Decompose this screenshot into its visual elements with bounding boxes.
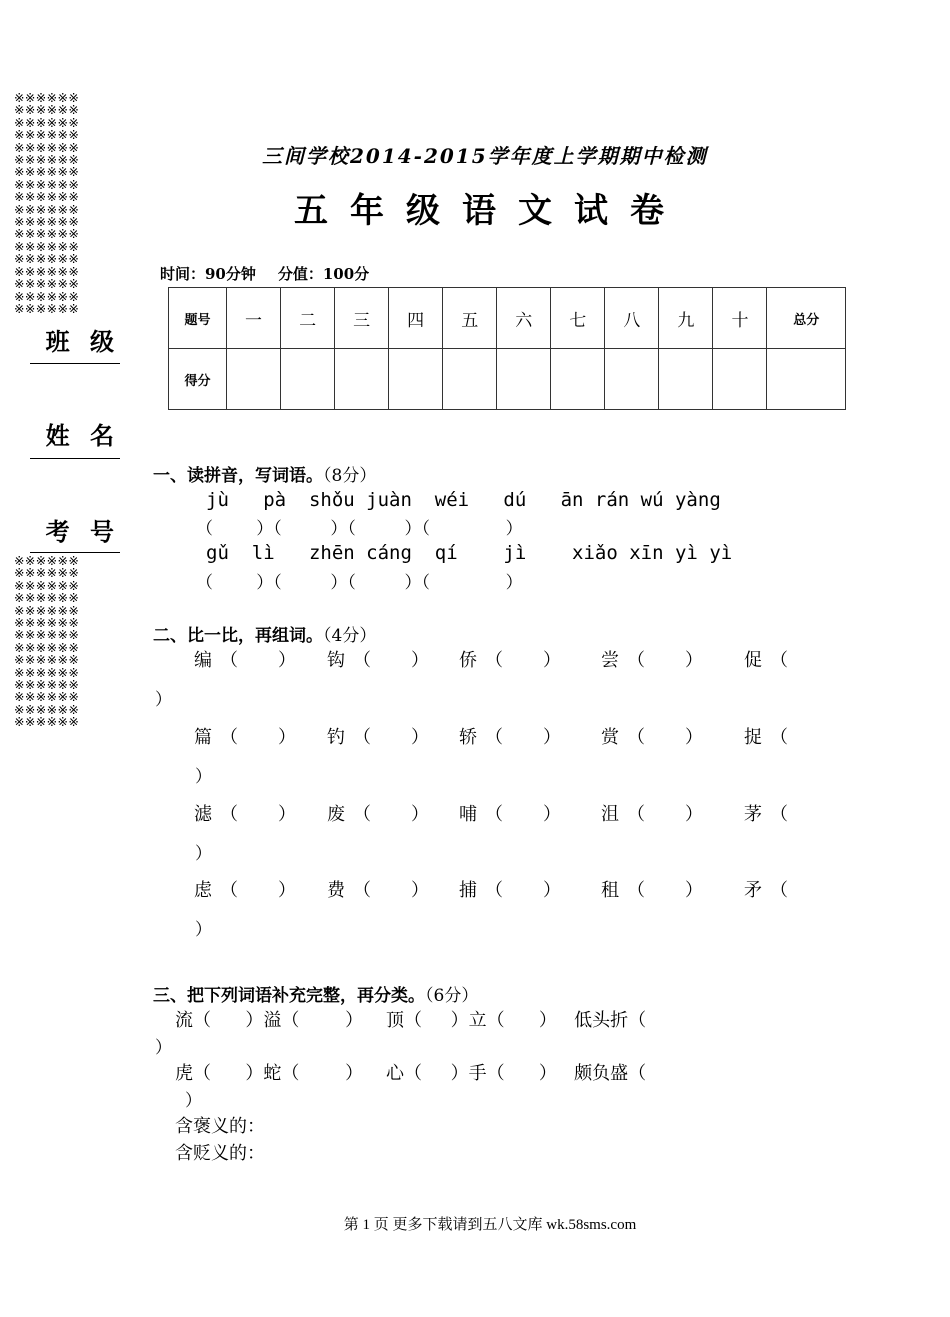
wrapped-close-paren: ） — [195, 920, 212, 940]
class-field-line[interactable] — [30, 363, 120, 364]
table-cell: 五 — [443, 288, 497, 349]
answer-paren[interactable]: （ — [770, 880, 788, 901]
score-entry-cell[interactable] — [713, 349, 767, 410]
compare-item[interactable] — [459, 876, 561, 902]
section-3-heading — [153, 981, 478, 1006]
answer-paren[interactable]: （ — [770, 727, 788, 748]
pinyin-row-2: gǔ lì zhēn cáng qí jì xiǎo xīn yì yì — [206, 542, 733, 564]
answer-paren[interactable]: （ ） — [627, 727, 704, 748]
score-entry-cell[interactable] — [551, 349, 605, 410]
compare-char: 虑 — [194, 880, 212, 901]
answer-paren[interactable]: （ ） — [220, 650, 297, 671]
compare-item[interactable] — [744, 876, 788, 902]
wrapped-close-paren: ） — [155, 690, 172, 710]
compare-item[interactable] — [194, 800, 296, 826]
compare-char: 钓 — [327, 727, 345, 748]
answer-paren[interactable]: （ ） — [627, 880, 704, 901]
compare-char: 废 — [327, 804, 345, 825]
score-table-score-row — [169, 349, 846, 410]
name-label: 姓 名 — [45, 422, 120, 450]
compare-char: 茅 — [744, 804, 762, 825]
page-footer: 第 1 页 更多下载请到五八文库 wk.58sms.com — [343, 1217, 637, 1233]
compare-item[interactable] — [327, 646, 429, 672]
compare-item[interactable] — [459, 723, 561, 749]
table-cell: 十 — [713, 288, 767, 349]
answer-paren[interactable]: （ ） — [353, 650, 430, 671]
score-entry-cell[interactable] — [389, 349, 443, 410]
wrapped-close-paren: ） — [195, 767, 212, 787]
score-entry-cell[interactable] — [335, 349, 389, 410]
compare-item[interactable] — [601, 876, 703, 902]
answer-paren[interactable]: （ — [770, 804, 788, 825]
score-table-header-row — [169, 288, 846, 349]
compare-item[interactable] — [194, 876, 296, 902]
compare-char: 钩 — [327, 650, 345, 671]
exam-number-field-line[interactable] — [30, 552, 120, 553]
idiom-line-2-tail: ） — [185, 1091, 202, 1111]
table-cell: 一 — [227, 288, 281, 349]
answer-parens-row-2[interactable]: （ ）（ ）（ ）（ ） — [196, 573, 523, 593]
table-cell: 九 — [659, 288, 713, 349]
section-2-heading — [153, 621, 376, 646]
compare-char: 编 — [194, 650, 212, 671]
score-table — [168, 287, 846, 410]
compare-item[interactable] — [744, 646, 788, 672]
answer-paren[interactable]: （ ） — [485, 880, 562, 901]
table-cell: 四 — [389, 288, 443, 349]
answer-paren[interactable]: （ ） — [220, 880, 297, 901]
answer-parens-row-1[interactable]: （ ）（ ）（ ）（ ） — [196, 519, 523, 539]
table-cell: 七 — [551, 288, 605, 349]
compare-item[interactable] — [327, 876, 429, 902]
compare-char: 矛 — [744, 880, 762, 901]
compare-item[interactable] — [327, 800, 429, 826]
section-1-points: （8分） — [323, 466, 377, 486]
exam-number-label: 考 号 — [45, 518, 120, 546]
compare-char: 轿 — [459, 727, 477, 748]
idiom-line-2[interactable]: 虎（ ）蛇（ ） 心（ ）手（ ） 颇负盛（ — [175, 1063, 647, 1084]
section-2-points: （4分） — [323, 626, 377, 646]
compare-item[interactable] — [194, 723, 296, 749]
compare-char: 哺 — [459, 804, 477, 825]
compare-char: 沮 — [601, 804, 619, 825]
idiom-line-1-tail: ） — [155, 1038, 172, 1058]
table-cell: 三 — [335, 288, 389, 349]
decorative-pattern-top: ※※※※※※ ※※※※※※ ※※※※※※ ※※※※※※ ※※※※※※ ※※※※※※ ※※※※※※ ※※※※※※ ※※※※※※ ※※※※※※ ※※※※※※ ※※※※※※ ※※※※※※ ※※※※※※ ※※※※※※ ※※※※※※ ※※※※※※ ※※※※※※ — [14, 92, 80, 316]
answer-paren[interactable]: （ ） — [485, 650, 562, 671]
table-cell: 八 — [605, 288, 659, 349]
table-cell: 总分 — [767, 288, 846, 349]
negative-category[interactable]: 含贬义的： — [175, 1143, 265, 1164]
section-3-points: （6分） — [425, 986, 479, 1006]
name-field-line[interactable] — [30, 458, 120, 459]
section-3-title: 三、把下列词语补充完整，再分类。 — [153, 986, 425, 1006]
compare-char: 费 — [327, 880, 345, 901]
compare-char: 尝 — [601, 650, 619, 671]
answer-paren[interactable]: （ — [770, 650, 788, 671]
answer-paren[interactable]: （ ） — [627, 650, 704, 671]
compare-item[interactable] — [327, 723, 429, 749]
compare-char: 捕 — [459, 880, 477, 901]
compare-item[interactable] — [601, 646, 703, 672]
score-entry-cell[interactable] — [497, 349, 551, 410]
compare-char: 侨 — [459, 650, 477, 671]
score-entry-cell[interactable] — [605, 349, 659, 410]
score-entry-cell[interactable] — [659, 349, 713, 410]
table-cell: 题号 — [169, 288, 227, 349]
answer-paren[interactable]: （ ） — [485, 727, 562, 748]
decorative-pattern-bottom: ※※※※※※ ※※※※※※ ※※※※※※ ※※※※※※ ※※※※※※ ※※※※※※ ※※※※※※ ※※※※※※ ※※※※※※ ※※※※※※ ※※※※※※ ※※※※※※ ※※※※※※ ※※※※※※ — [14, 555, 80, 730]
compare-item[interactable] — [459, 800, 561, 826]
score-entry-cell[interactable] — [281, 349, 335, 410]
idiom-line-1[interactable]: 流（ ）溢（ ） 顶（ ）立（ ） 低头折（ — [175, 1010, 647, 1031]
total-score: 分值：100分 — [277, 265, 370, 283]
compare-char: 赏 — [601, 727, 619, 748]
compare-item[interactable] — [744, 723, 788, 749]
answer-paren[interactable]: （ ） — [220, 727, 297, 748]
answer-paren[interactable]: （ ） — [353, 804, 430, 825]
score-entry-cell[interactable] — [767, 349, 846, 410]
positive-category[interactable]: 含褒义的： — [175, 1116, 265, 1137]
answer-paren[interactable]: （ ） — [627, 804, 704, 825]
section-2-title: 二、比一比，再组词。 — [153, 626, 323, 646]
compare-char: 促 — [744, 650, 762, 671]
pinyin-row-1: jù pà shǒu juàn wéi dú ān rán wú yàng — [206, 489, 721, 511]
answer-paren[interactable]: （ ） — [353, 880, 430, 901]
compare-item[interactable] — [459, 646, 561, 672]
compare-item[interactable] — [601, 800, 703, 826]
exam-title: 五年级语文试卷 — [294, 191, 686, 231]
answer-paren[interactable]: （ ） — [220, 804, 297, 825]
compare-item[interactable] — [744, 800, 788, 826]
table-cell: 六 — [497, 288, 551, 349]
exam-meta — [160, 263, 369, 284]
score-entry-cell[interactable] — [227, 349, 281, 410]
compare-char: 租 — [601, 880, 619, 901]
section-1-heading — [153, 461, 376, 486]
compare-item[interactable] — [194, 646, 296, 672]
table-cell: 得分 — [169, 349, 227, 410]
score-entry-cell[interactable] — [443, 349, 497, 410]
section-1-title: 一、读拼音，写词语。 — [153, 466, 323, 486]
answer-paren[interactable]: （ ） — [353, 727, 430, 748]
compare-char: 捉 — [744, 727, 762, 748]
school-title: 三间学校2014-2015学年度上学期期中检测 — [262, 144, 708, 168]
answer-paren[interactable]: （ ） — [485, 804, 562, 825]
class-label: 班 级 — [45, 328, 120, 356]
time-limit: 时间：90分钟 — [160, 265, 256, 283]
table-cell: 二 — [281, 288, 335, 349]
wrapped-close-paren: ） — [195, 844, 212, 864]
compare-item[interactable] — [601, 723, 703, 749]
compare-char: 篇 — [194, 727, 212, 748]
compare-char: 滤 — [194, 804, 212, 825]
